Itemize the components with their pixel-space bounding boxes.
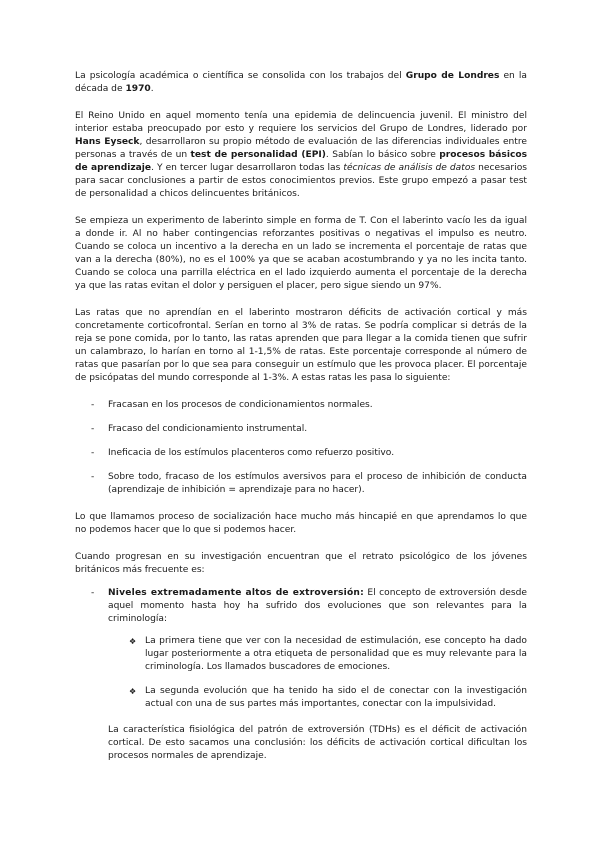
list-item: - Ineficacia de los estímulos placenteros como refuerzo positivo. [75,447,527,460]
bold-test-personalidad: test de personalidad (EPI) [190,150,326,160]
bold-grupo-londres: Grupo de Londres [405,71,500,81]
list-item: - Fracasan en los procesos de condicionamientos normales. [75,399,527,412]
paragraph-laberinto: Se empieza un experimento de laberinto simple en forma de T. Con el laberinto vacío les da igual a donde ir. Al no haber contingencias reforzantes positivas o negativas el impulso es neutro. Cuando se coloca un incentivo a la derecha en un lado se incrementa el porcentaje de ratas que van a la derecha (80%), no es el 100% ya que se acaban acostumbrando y ya no les incita tanto. Cuando se coloca una parrilla eléctrica en el lado izquierdo aumenta el porcentaje de la derecha ya que las ratas evitan el dolor y persiguen el placer, pero sigue siendo un 97%. [75,216,527,291]
paragraph-ratas: Las ratas que no aprendían en el laberinto mostraron déficits de activación cortical y más concretamente corticofrontal. Serían en torno al 3% de ratas. Se podría complicar si detrás de la reja se pone comida, por lo tanto, las ratas aprenden que para llegar a la comida tienen que sufrir un calambrazo, lo harían en torno al 1-1,5% de ratas. Este porcentaje corresponde al número de ratas que pasarían por lo que sea para conseguir un estímulo que les provoca placer. El porcentaje de psicópatas del mundo corresponde al 1-3%. A estas ratas les pasa lo siguiente: [75,308,527,383]
list-item: ❖ La primera tiene que ver con la necesidad de estimulación, ese concepto ha dado lugar posteriormente a otra etiqueta de personalidad que es muy relevante para la criminología. Los llamados buscadores de emociones. [129,636,527,672]
paragraph-socializacion: Lo que llamamos proceso de socialización hace mucho más hincapié en que aprendamos lo que no podemos hacer que lo que si podemos hacer. [75,512,527,535]
list-item: ❖ La segunda evolución que ha tenido ha sido el de conectar con la investigación actual con una de sus partes más importantes, conectar con la impulsividad. [129,686,527,709]
failures-list [75,399,527,497]
bold-year: 1970 [125,84,151,94]
document-body [75,70,527,763]
bold-hans-eyseck: Hans Eyseck [75,137,140,147]
list-item: - Sobre todo, fracaso de los estímulos aversivos para el proceso de inhibición de conducta (aprendizaje de inhibición = aprendizaje para no hacer). [75,471,527,497]
extroversion-sublist [108,635,527,711]
italic-tecnicas: técnicas de análisis de datos [343,163,476,173]
paragraph-retrato: Cuando progresan en su investigación encuentran que el retrato psicológico de los jóvenes británicos más frecuente es: [75,552,527,575]
paragraph-caracteristica: La característica fisiológica del patrón de extroversión (TDHs) es el déficit de activación cortical. De esto sacamos una conclusión: los déficits de activación cortical dificultan los procesos normales de aprendizaje. [108,725,527,761]
paragraph-intro: La psicología académica o científica se consolida con los trabajos del Grupo de Londres en la década de 1970. [75,71,527,94]
diamond-bullet-icon: ❖ [129,687,137,696]
diamond-bullet-icon: ❖ [129,637,137,646]
list-item: - Fracaso del condicionamiento instrumental. [75,423,527,436]
paragraph-reino-unido: El Reino Unido en aquel momento tenía una epidemia de delincuencia juvenil. El ministro del interior estaba preocupado por esto y requiere los servicios del Grupo de Londres, liderado por Hans Eyseck, desarrollaron su propio método de evaluación de las diferencias individuales entre personas a través de un test de personalidad (EPI). Sabían lo básico sobre procesos básicos de aprendizaje. Y en tercer lugar desarrollaron todas las técnicas de análisis de datos necesarios para sacar conclusiones a partir de estos conocimientos previos. Este grupo empezó a pasar test de personalidad a chicos delincuentes británicos. [75,111,528,199]
bold-extroversion-heading: Niveles extremadamente altos de extroversión: [108,588,364,598]
bold-procesos-aprendizaje: procesos básicos de aprendizaje [75,150,528,173]
list-item-extroversion: - Niveles extremadamente altos de extroversión: El concepto de extroversión desde aquel momento hasta hoy ha sufrido dos evoluciones que son relevantes para la criminología: ❖ La primera tiene que ver con la necesidad de estimulación, ese concepto ha dado lugar posteriormente a otra etiqueta de personalidad que es muy relevante para la criminología. Los llamados buscadores de emociones. ❖ La segunda evolución que ha tenido ha sido el de conectar con la investigación actual con una de sus partes más importantes, conectar con la impulsividad. [75,587,527,711]
profile-list [75,587,527,711]
